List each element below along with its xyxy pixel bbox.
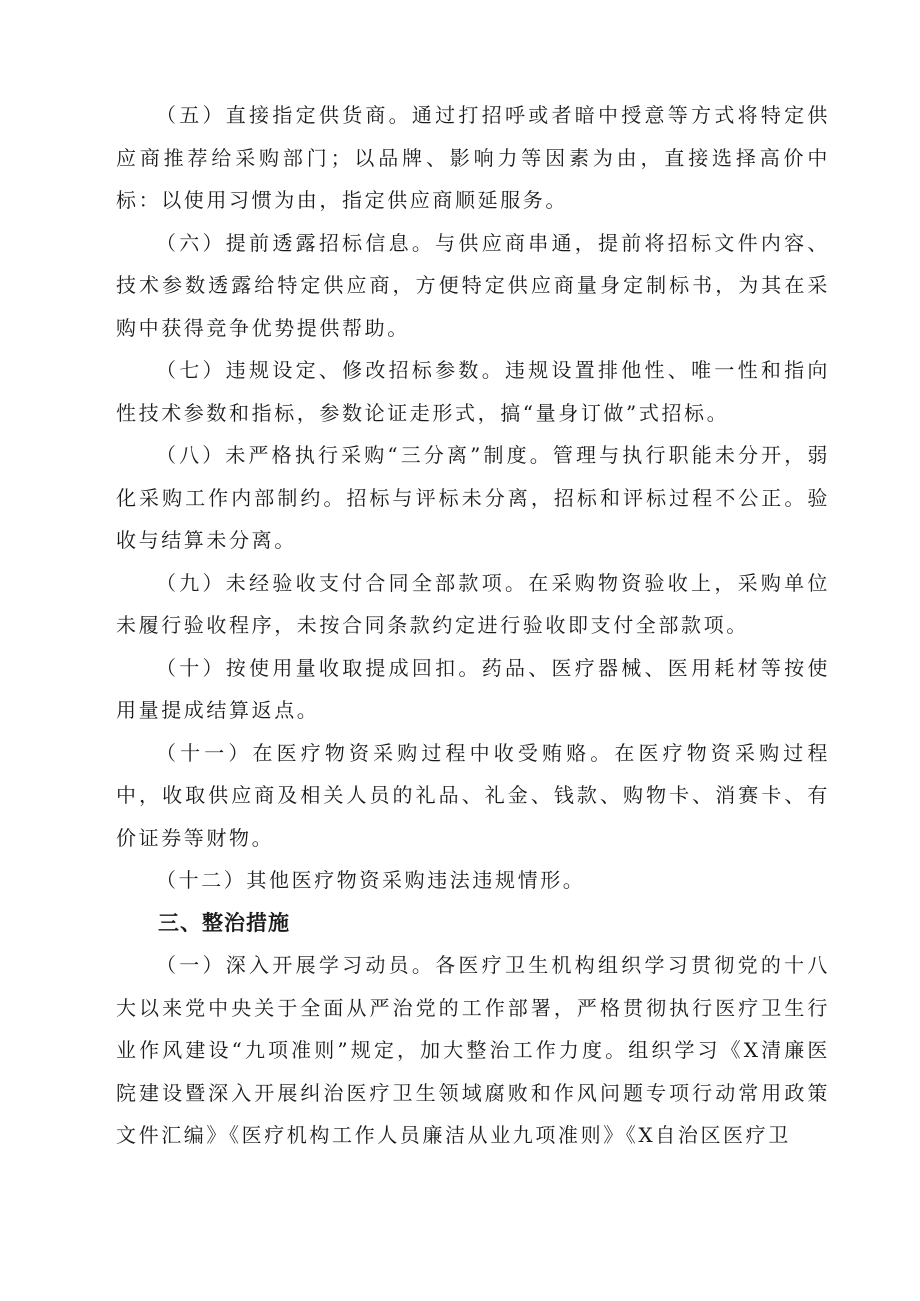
paragraph-item-6: （六）提前透露招标信息。与供应商串通，提前将招标文件内容、技术参数透露给特定供应商，方便特定供应商量身定制标书，为其在采购中获得竞争优势提供帮助。 bbox=[116, 230, 830, 340]
paragraph-item-11: （十一）在医疗物资采购过程中收受贿赂。在医疗物资采购过程中，收取供应商及相关人员的礼品、礼金、钱款、购物卡、消赛卡、有价证券等财物。 bbox=[116, 740, 830, 850]
document-body bbox=[116, 94, 830, 1157]
measure-paragraph-1: （一）深入开展学习动员。各医疗卫生机构组织学习贯彻党的十八大以来党中央关于全面从严治党的工作部署，严格贯彻执行医疗卫生行业作风建设“九项准则”规定，加大整治工作力度。组织学习《X清廉医院建设暨深入开展纠治医疗卫生领域腐败和作风问题专项行动常用政策文件汇编》《医疗机构工作人员廉洁从业九项准则》《X自治区医疗卫 bbox=[116, 953, 830, 1147]
paragraph-item-10: （十）按使用量收取提成回扣。药品、医疗器械、医用耗材等按使用量提成结算返点。 bbox=[116, 655, 830, 722]
section-heading: 三、整治措施 bbox=[158, 910, 290, 935]
paragraph-item-12: （十二）其他医疗物资采购违法违规情形。 bbox=[156, 868, 586, 892]
paragraph-item-8: （八）未严格执行采购“三分离”制度。管理与执行职能未分开，弱化采购工作内部制约。招标与评标未分离，招标和评标过程不公正。验收与结算未分离。 bbox=[116, 443, 830, 552]
paragraph-item-7: （七）违规设定、修改招标参数。违规设置排他性、唯一性和指向性技术参数和指标，参数论证走形式，搞“量身订做”式招标。 bbox=[116, 358, 830, 425]
paragraph-item-9: （九）未经验收支付合同全部款项。在采购物资验收上，采购单位未履行验收程序，未按合同条款约定进行验收即支付全部款项。 bbox=[116, 570, 830, 637]
paragraph-item-5: （五）直接指定供货商。通过打招呼或者暗中授意等方式将特定供应商推荐给采购部门；以品牌、影响力等因素为由，直接选择高价中标：以使用习惯为由，指定供应商顺延服务。 bbox=[116, 103, 830, 212]
